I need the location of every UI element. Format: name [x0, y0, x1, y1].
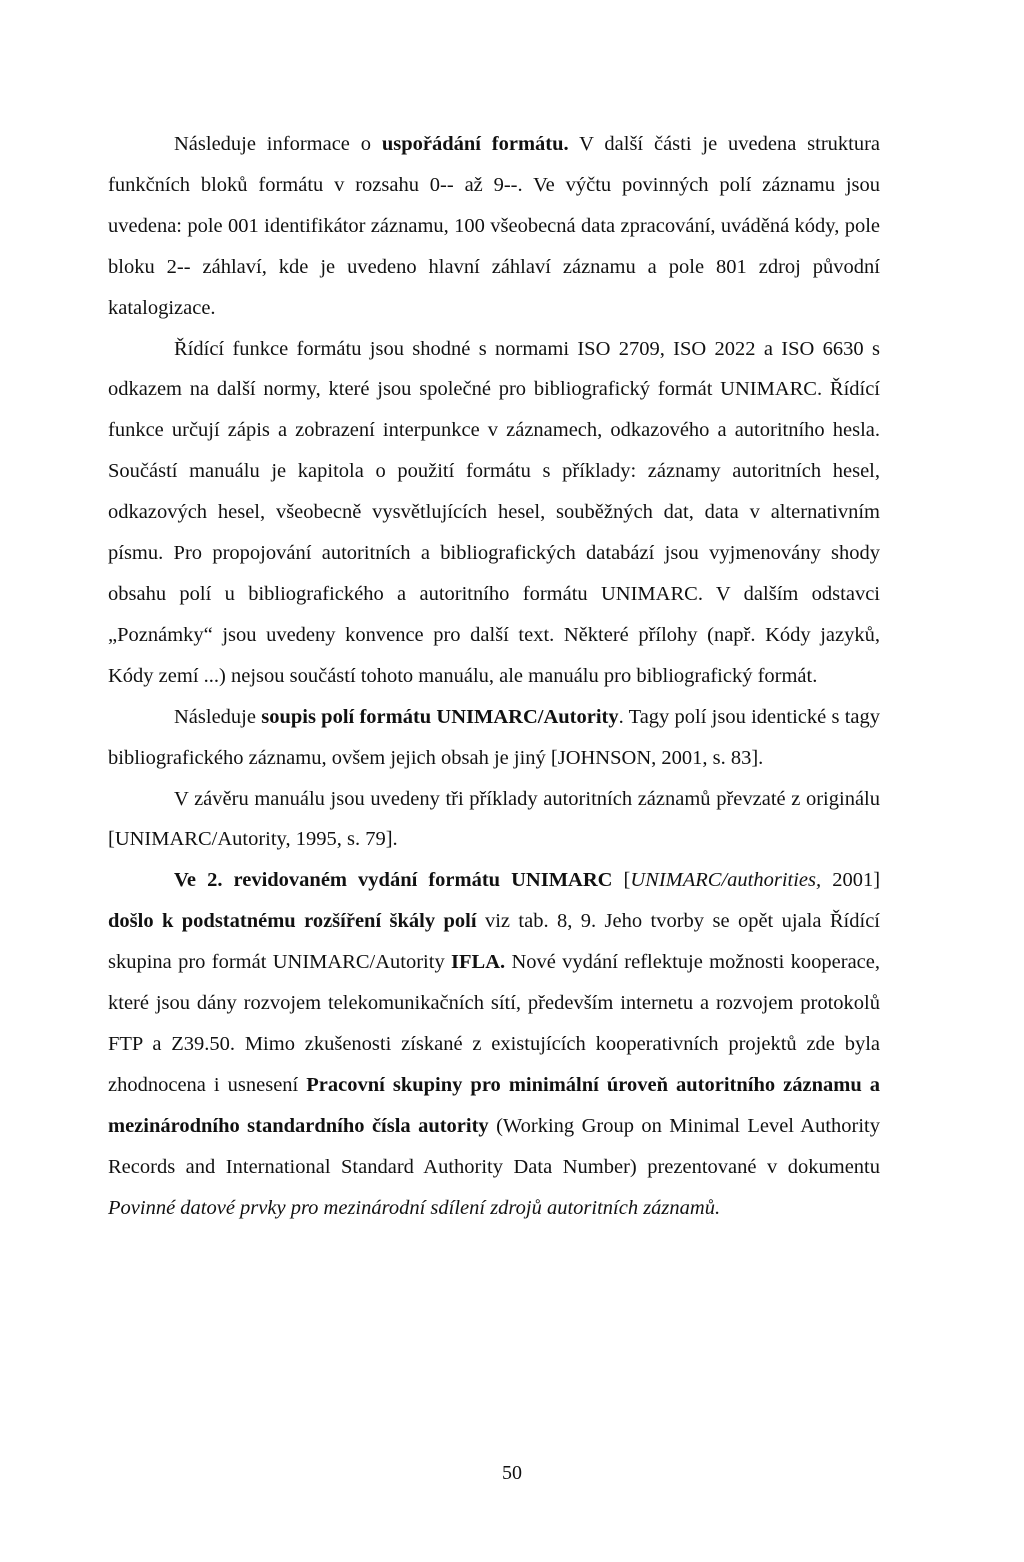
paragraph-examples — [108, 779, 880, 861]
text-run: 2001] — [821, 869, 881, 892]
italic-citation: UNIMARC/authorities, — [630, 869, 822, 892]
bold-term-field-list: soupis polí formátu UNIMARC/Autority — [261, 705, 619, 728]
text-run: Nové vydání reflektuje možnosti kooperace, které jsou dány rozvojem telekomunikačních sítí, především internetu a rozvojem protokolů FTP a Z39.50. Mimo zkušenosti získané z existujících kooperativních projektů zde byla zhodnocena i usnesení — [108, 951, 880, 1096]
paragraph-format-structure — [108, 124, 880, 329]
paragraph-field-list — [108, 697, 880, 779]
text-run: Řídící funkce formátu jsou shodné s normami ISO 2709, ISO 2022 a ISO 6630 s odkazem na další normy, které jsou společné pro bibliografický formát UNIMARC. Řídící funkce určují zápis a zobrazení interpunkce v záznamech, odkazového a autoritního hesla. Součástí manuálu je kapitola o použití formátu s příklady: záznamy autoritních hesel, odkazových hesel, všeobecně vysvětlujících hesel, souběžných dat, data v alternativním písmu. Pro propojování autoritních a bibliografických databází jsou vyjmenovány shody obsahu polí u bibliografického a autoritního formátu UNIMARC. V dalším odstavci „Poznámky“ jsou uvedeny konvence pro další text. Některé přílohy (např. Kódy jazyků, Kódy zemí ...) nejsou součástí tohoto manuálu, ale manuálu pro bibliografický formát. — [108, 337, 880, 687]
text-run: Následuje — [174, 705, 262, 728]
paragraph-control-functions — [108, 329, 880, 697]
bold-term-format-arrangement: uspořádání formátu. — [381, 133, 569, 155]
text-run: viz tab. 8, 9. Jeho tvorby se opět ujala Řídící skupina pro formát UNIMARC/Autority — [108, 910, 880, 974]
bold-term-ifla: IFLA. — [451, 951, 506, 974]
text-run: (Working Group on Minimal Level Authority Records and International Standard Authority Data Number) prezentované v dokumentu — [108, 1114, 880, 1178]
document-body — [108, 124, 880, 1228]
text-run: V závěru manuálu jsou uvedeny tři příklady autoritních záznamů převzaté z originálu [UNIMARC/Autority, 1995, s. 79]. — [108, 787, 880, 851]
italic-document-title: Povinné datové prvky pro mezinárodní sdílení zdrojů autoritních záznamů. — [108, 1196, 721, 1219]
bold-term-revised-edition: Ve 2. revidovaném vydání formátu UNIMARC — [174, 869, 613, 892]
bold-term-field-expansion: došlo k podstatnému rozšíření škály polí — [108, 910, 477, 933]
text-run: [ — [612, 869, 631, 892]
bold-term-working-group: Pracovní skupiny pro minimální úroveň autoritního záznamu a mezinárodního standardního čísla autority — [108, 1073, 880, 1137]
page-number: 50 — [502, 1462, 522, 1484]
paragraph-revised-edition — [108, 860, 880, 1228]
text-run: Následuje informace o — [174, 133, 382, 155]
text-run: V další části je uvedena struktura funkčních bloků formátu v rozsahu 0-- až 9--. Ve výčtu povinných polí záznamu jsou uvedena: pole 001 identifikátor záznamu, 100 všeobecná data zpracování, uváděná kódy, pole bloku 2-- záhlaví, kde je uvedeno hlavní záhlaví záznamu a pole 801 zdroj původní katalogizace. — [108, 133, 881, 319]
text-run: . Tagy polí jsou identické s tagy bibliografického záznamu, ovšem jejich obsah je jiný [JOHNSON, 2001, s. 83]. — [108, 705, 880, 769]
